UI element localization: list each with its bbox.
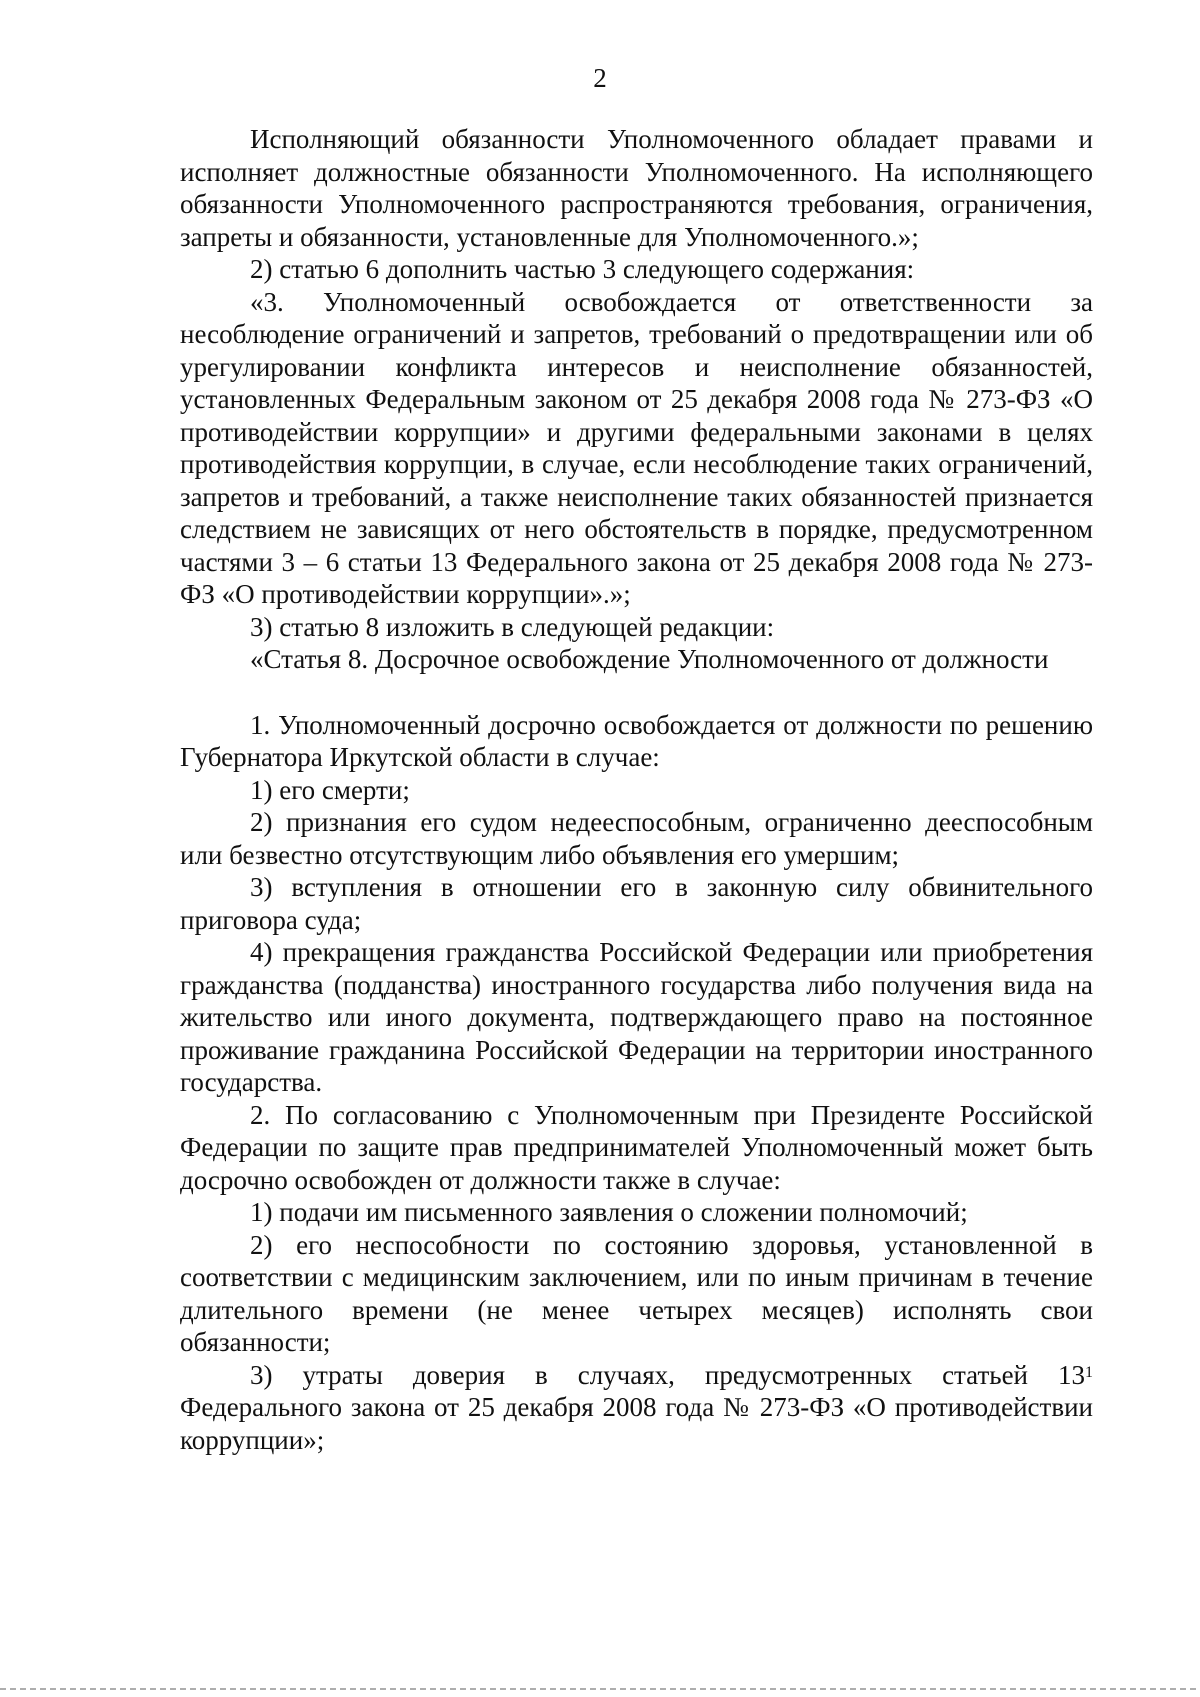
list-item: 4) прекращения гражданства Российской Федерации или приобретения гражданства (подданства) иностранного государства либо получения вида на жительство или иного документа, подтверждающего право на постоянное проживание гражданина Российской Федерации на территории иностранного государства. <box>180 937 1093 1097</box>
paragraph: 2) статью 6 дополнить частью 3 следующего содержания: <box>250 254 915 284</box>
paragraph: 3) статью 8 изложить в следующей редакции: <box>250 611 775 642</box>
list-item-text-end: Федерального закона от 25 декабря 2008 года № 273-ФЗ «О противодействии коррупции»; <box>180 1392 1093 1455</box>
page-number: 2 <box>593 63 607 93</box>
document-body <box>180 123 1093 1456</box>
paragraph: «3. Уполномоченный освобождается от ответственности за несоблюдение ограничений и запретов, требований о предотвращении или об урегулировании конфликта интересов и неисполнение обязанностей, установленных Федеральным законом от 25 декабря 2008 года № 273-ФЗ «О противодействии коррупции» и другими федеральными законами в целях противодействия коррупции, в случае, если несоблюдение таких ограничений, запретов и требований, а также неисполнение таких обязанностей признается следствием не зависящих от него обстоятельств в порядке, предусмотренном частями 3 – 6 статьи 13 Федерального закона от 25 декабря 2008 года № 273-ФЗ «О противодействии коррупции».»; <box>180 286 1093 609</box>
list-item: 1) подачи им письменного заявления о сложении полномочий; <box>250 1197 968 1227</box>
list-item: 2) его неспособности по состоянию здоровья, установленной в соответствии с медицинским заключением, или по иным причинам в течение длительного времени (не менее четырех месяцев) исполнять свои обязанности; <box>180 1229 1093 1357</box>
list-item <box>180 1359 1093 1457</box>
scan-edge-line <box>0 1688 1200 1690</box>
superscript: 1 <box>1085 1363 1093 1381</box>
list-item-text-start: 3) утраты доверия в случаях, предусмотренных статьей 13 <box>250 1359 1085 1390</box>
paragraph: 1. Уполномоченный досрочно освобождается от должности по решению Губернатора Иркутской области в случае: <box>180 709 1093 772</box>
paragraph: Исполняющий обязанности Уполномоченного обладает правами и исполняет должностные обязанности Уполномоченного. На исполняющего обязанности Уполномоченного распространяются требования, ограничения, запреты и обязанности, установленные для Уполномоченного.»; <box>180 124 1093 252</box>
list-item: 1) его смерти; <box>250 774 410 805</box>
list-item: 2) признания его судом недееспособным, ограниченно дееспособным или безвестно отсутствующим либо объявления его умершим; <box>180 807 1093 870</box>
paragraph: 2. По согласованию с Уполномоченным при Президенте Российской Федерации по защите прав предпринимателей Уполномоченный может быть досрочно освобожден от должности также в случае: <box>180 1099 1093 1195</box>
list-item: 3) вступления в отношении его в законную силу обвинительного приговора суда; <box>180 872 1093 935</box>
article-heading: «Статья 8. Досрочное освобождение Уполномоченного от должности <box>250 644 1049 674</box>
